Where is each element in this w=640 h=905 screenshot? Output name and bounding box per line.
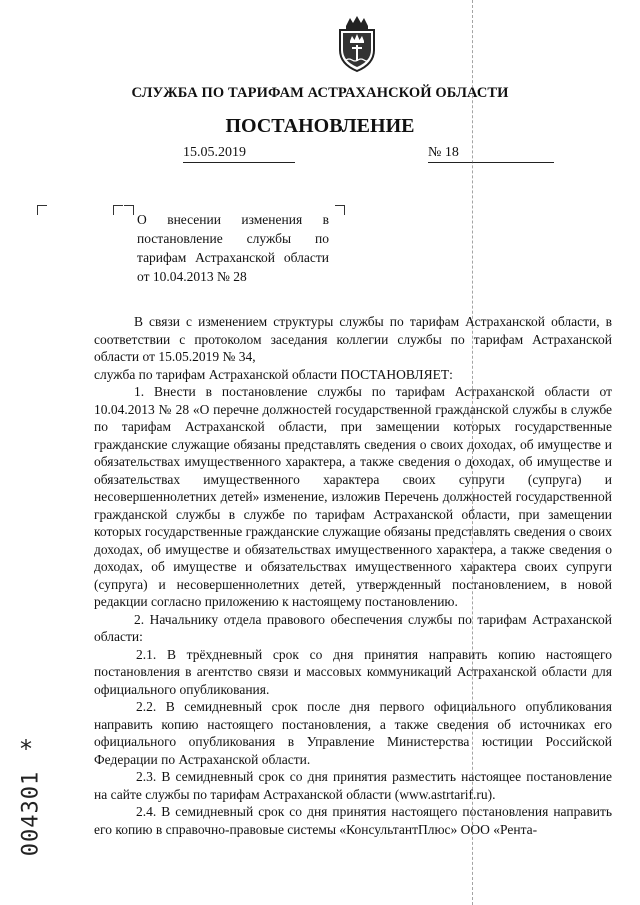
left-margin-bracket xyxy=(37,205,47,215)
document-subject: О внесении изменения в постановление службы по тарифам Астраханской области от 10.04.2013 № 28 xyxy=(137,212,329,284)
paragraph-1: 1. Внести в постановление службы по тарифам Астраханской области от 10.04.2013 № 28 «О перечне должностей государственной гражданской службы в службе по тарифам Астраханской области, при замещении которых государственные гражданские служащие обязаны представлять сведения о своих доходах, об имуществе и обязательствах имущественного характера, а также сведения о доходах, об имуществе и обязательствах имущественного характера своих супруги (супруга) и несовершеннолетних детей» изменение, изложив Перечень должностей государственной гражданской службы в службе по тарифам Астраханской области, при замещении которых государственные гражданские служащие обязаны представлять сведения о своих доходах, об имуществе и обязательствах имущественного характера, а также сведения о доходах, об имуществе и обязательствах имущественного характера своих супруги (супруга) и несовершеннолетних детей, утвержденный постановлением, в новой редакции согласно приложению к настоящему постановлению. xyxy=(94,384,612,609)
paragraph-2-3: 2.3. В семидневный срок со дня принятия разместить настоящее постановление на сайте службы по тарифам Астраханской области (www.astrtarif.ru). xyxy=(94,769,612,802)
paragraph-2-1: 2.1. В трёхдневный срок со дня принятия направить копию настоящего постановления в агентство связи и массовых коммуникаций Астраханской области для официального опубликования. xyxy=(94,646,612,697)
document-number: № 18 xyxy=(428,145,554,163)
resolution-clause: служба по тарифам Астраханской области ПОСТАНОВЛЯЕТ: xyxy=(94,366,453,382)
subject-bracket-right xyxy=(335,205,345,215)
document-body xyxy=(94,313,612,838)
stamp-number: 004301 xyxy=(18,770,44,857)
paragraph-2: 2. Начальнику отдела правового обеспечения службы по тарифам Астраханской области: xyxy=(94,611,612,644)
paragraph-2-4: 2.4. В семидневный срок со дня принятия настоящего постановления направить его копию в справочно-правовые системы «КонсультантПлюс» ООО «Рента- xyxy=(94,804,612,837)
scan-fold-line xyxy=(472,0,474,905)
agency-name: СЛУЖБА ПО ТАРИФАМ АСТРАХАНСКОЙ ОБЛАСТИ xyxy=(131,85,509,101)
coat-of-arms-emblem xyxy=(332,14,382,74)
subject-bracket-left xyxy=(113,205,123,215)
document-date: 15.05.2019 xyxy=(183,145,295,163)
registration-stamp xyxy=(4,735,64,885)
astrakhan-coat-of-arms-icon xyxy=(332,14,382,74)
preamble-text: В связи с изменением структуры службы по тарифам Астраханской области, в соответствии с протоколом заседания коллегии службы по тарифам Астраханской области от 15.05.2019 № 34, xyxy=(94,314,612,364)
stamp-star-icon: * xyxy=(20,735,32,763)
paragraph-2-2: 2.2. В семидневный срок после дня первого официального опубликования направить копию настоящего постановления, а также сведения об источниках его официального опубликования в Управление Министерства юстиции Российской Федерации по Астраханской области. xyxy=(94,699,612,767)
subject-bracket-left-inner xyxy=(124,205,134,215)
document-type-title: ПОСТАНОВЛЕНИЕ xyxy=(225,115,415,137)
